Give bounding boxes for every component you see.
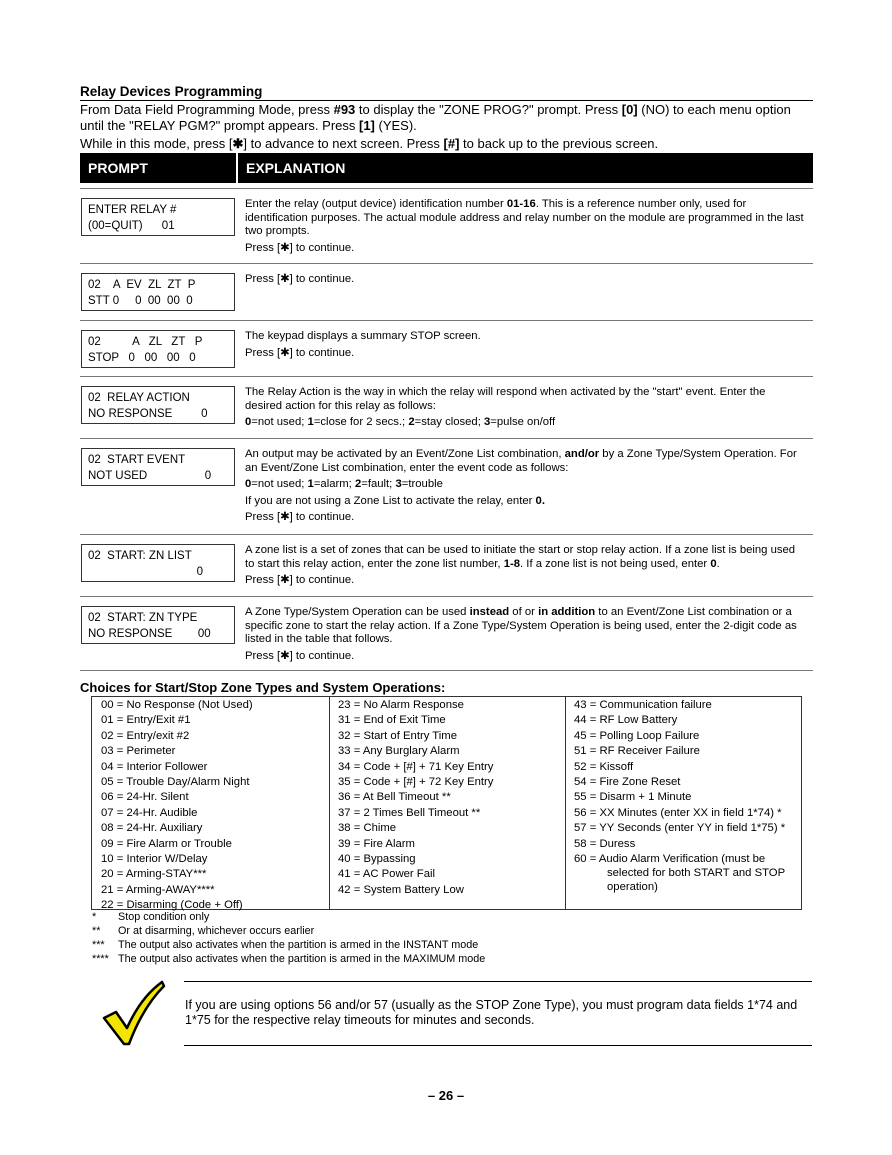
list-item: 01 = Entry/Exit #1 — [101, 714, 191, 727]
callout-text: If you are using options 56 and/or 57 (usually as the STOP Zone Type), you must program data fields 1*74 and 1*75 for the respective relay timeouts for minutes and seconds. — [185, 998, 798, 1027]
explanation: The Relay Action is the way in which the relay will respond when activated by the "start" event. Enter the desired action for this relay as follows: 0=not used; 1=close for 2 secs.; 2=stay closed; 3=pulse on/off — [245, 386, 766, 428]
prompt-display: 02 START: ZN TYPE NO RESPONSE 00 — [81, 606, 235, 644]
prompt-display: 02 RELAY ACTION NO RESPONSE 0 — [81, 386, 235, 424]
row-separator — [80, 320, 813, 321]
prompt-display: 02 A ZL ZT P STOP 0 00 00 0 — [81, 330, 235, 368]
footnote: **** The output also activates when the partition is armed in the MAXIMUM mode — [92, 953, 486, 965]
callout-rule-top — [184, 981, 812, 982]
choices-column-1 — [92, 697, 330, 912]
list-item: 32 = Start of Entry Time — [338, 729, 457, 742]
list-item: 43 = Communication failure — [574, 699, 712, 711]
list-item: 33 = Any Burglary Alarm — [338, 745, 460, 758]
explanation: Press [✱] to continue. — [245, 273, 355, 285]
choices-column-2 — [329, 697, 566, 909]
prompt-display: ENTER RELAY # (00=QUIT) 01 — [81, 198, 235, 236]
row-separator — [80, 596, 813, 597]
header-divider — [236, 153, 238, 183]
page-number: – 26 – — [427, 1088, 465, 1103]
footnote: *** The output also activates when the partition is armed in the INSTANT mode — [92, 939, 479, 951]
prompt-display: 02 START EVENT NOT USED 0 — [81, 448, 235, 486]
row-separator — [80, 670, 813, 671]
explanation: The keypad displays a summary STOP screen. Press [✱] to continue. — [245, 330, 481, 359]
row-separator — [80, 438, 813, 439]
list-item: 45 = Polling Loop Failure — [574, 729, 700, 742]
list-item: 54 = Fire Zone Reset — [574, 776, 681, 789]
prompt-display: 02 START: ZN LIST 0 — [81, 544, 235, 582]
list-item: 08 = 24-Hr. Auxiliary — [101, 822, 203, 835]
list-item: 09 = Fire Alarm or Trouble — [101, 837, 232, 850]
footnote: ** Or at disarming, whichever occurs earlier — [92, 925, 315, 937]
row-separator — [80, 534, 813, 535]
list-item: 51 = RF Receiver Failure — [574, 745, 700, 758]
list-item: 39 = Fire Alarm — [338, 837, 415, 850]
list-item: 41 = AC Power Fail — [338, 868, 436, 881]
header-explanation: EXPLANATION — [246, 160, 346, 176]
row-separator — [80, 263, 813, 264]
intro-line-2: until the "RELAY PGM?" prompt appears. Press [1] (YES). — [80, 118, 417, 133]
list-item: 20 = Arming-STAY*** — [101, 868, 207, 881]
title-rule — [80, 100, 813, 101]
callout-rule-bottom — [184, 1045, 812, 1046]
table-header — [80, 153, 813, 183]
list-item: 37 = 2 Times Bell Timeout ** — [338, 806, 481, 819]
list-item: 57 = YY Seconds (enter YY in field 1*75) * — [574, 822, 786, 835]
list-item: 10 = Interior W/Delay — [101, 853, 208, 866]
list-item: 52 = Kissoff — [574, 760, 634, 773]
row-separator — [80, 188, 813, 189]
list-item: 04 = Interior Follower — [101, 760, 208, 773]
row-separator — [80, 376, 813, 377]
list-item: 35 = Code + [#] + 72 Key Entry — [338, 776, 494, 789]
choices-column-3 — [565, 697, 801, 909]
list-item: 36 = At Bell Timeout ** — [338, 791, 451, 804]
list-item: 55 = Disarm + 1 Minute — [574, 791, 692, 804]
list-item: 40 = Bypassing — [338, 853, 416, 866]
section-title: Relay Devices Programming — [80, 84, 263, 99]
list-item: 38 = Chime — [338, 822, 397, 835]
list-item: 60 = Audio Alarm Verification (must be selected for both START and STOP operation) — [574, 853, 785, 894]
checkmark-icon — [100, 978, 166, 1048]
choices-table — [91, 696, 802, 910]
list-item: 56 = XX Minutes (enter XX in field 1*74) * — [574, 806, 782, 819]
list-item: 31 = End of Exit Time — [338, 714, 446, 727]
list-item: 06 = 24-Hr. Silent — [101, 791, 189, 804]
list-item: 21 = Arming-AWAY**** — [101, 883, 215, 896]
list-item: 22 = Disarming (Code + Off) — [101, 899, 243, 912]
explanation: Enter the relay (output device) identification number 01-16. This is a reference number only, used for identification purposes. The actual module address and relay number on the module are programmed in the last two prompts. Press [✱] to continue. — [245, 198, 804, 254]
list-item: 44 = RF Low Battery — [574, 714, 678, 727]
list-item: 23 = No Alarm Response — [338, 699, 464, 711]
footnotes — [92, 910, 485, 966]
intro-line-3: While in this mode, press [✱] to advance to next screen. Press [#] to back up to the previous screen. — [80, 136, 659, 151]
explanation: A zone list is a set of zones that can be used to initiate the start or stop relay action. If a zone list is being used to start this relay action, enter the zone list number, 1-8. If a zone list is not being used, enter 0. Press [✱] to continue. — [245, 544, 796, 586]
explanation: An output may be activated by an Event/Zone List combination, and/or by a Zone Type/System Operation. For an Event/Zone List combination, enter the event code as follows: 0=not used; 1=alarm; 2=fault; 3=trouble If you are not using a Zone List to activate the relay, enter 0. Press [✱] to continue. — [245, 448, 797, 523]
intro-line-1: From Data Field Programming Mode, press #93 to display the "ZONE PROG?" prompt. Press [0] (NO) to each menu option — [80, 102, 791, 117]
explanation: A Zone Type/System Operation can be used instead of or in addition to an Event/Zone List combination or a specific zone to start the relay action. If a Zone Type/System Operation is being used, enter the 2-digit code as listed in the table that follows. Press [✱] to continue. — [245, 606, 797, 662]
list-item: 42 = System Battery Low — [338, 883, 464, 896]
list-item: 58 = Duress — [574, 837, 636, 850]
list-item: 05 = Trouble Day/Alarm Night — [101, 776, 250, 789]
prompt-display: 02 A EV ZL ZT P STT 0 0 00 00 0 — [81, 273, 235, 311]
list-item: 34 = Code + [#] + 71 Key Entry — [338, 760, 494, 773]
footnote: * Stop condition only — [92, 911, 210, 923]
header-prompt: PROMPT — [88, 160, 148, 176]
list-item: 00 = No Response (Not Used) — [101, 699, 253, 711]
choices-title: Choices for Start/Stop Zone Types and System Operations: — [80, 680, 446, 695]
list-item: 07 = 24-Hr. Audible — [101, 806, 198, 819]
list-item: 03 = Perimeter — [101, 745, 176, 758]
list-item: 02 = Entry/exit #2 — [101, 729, 190, 742]
